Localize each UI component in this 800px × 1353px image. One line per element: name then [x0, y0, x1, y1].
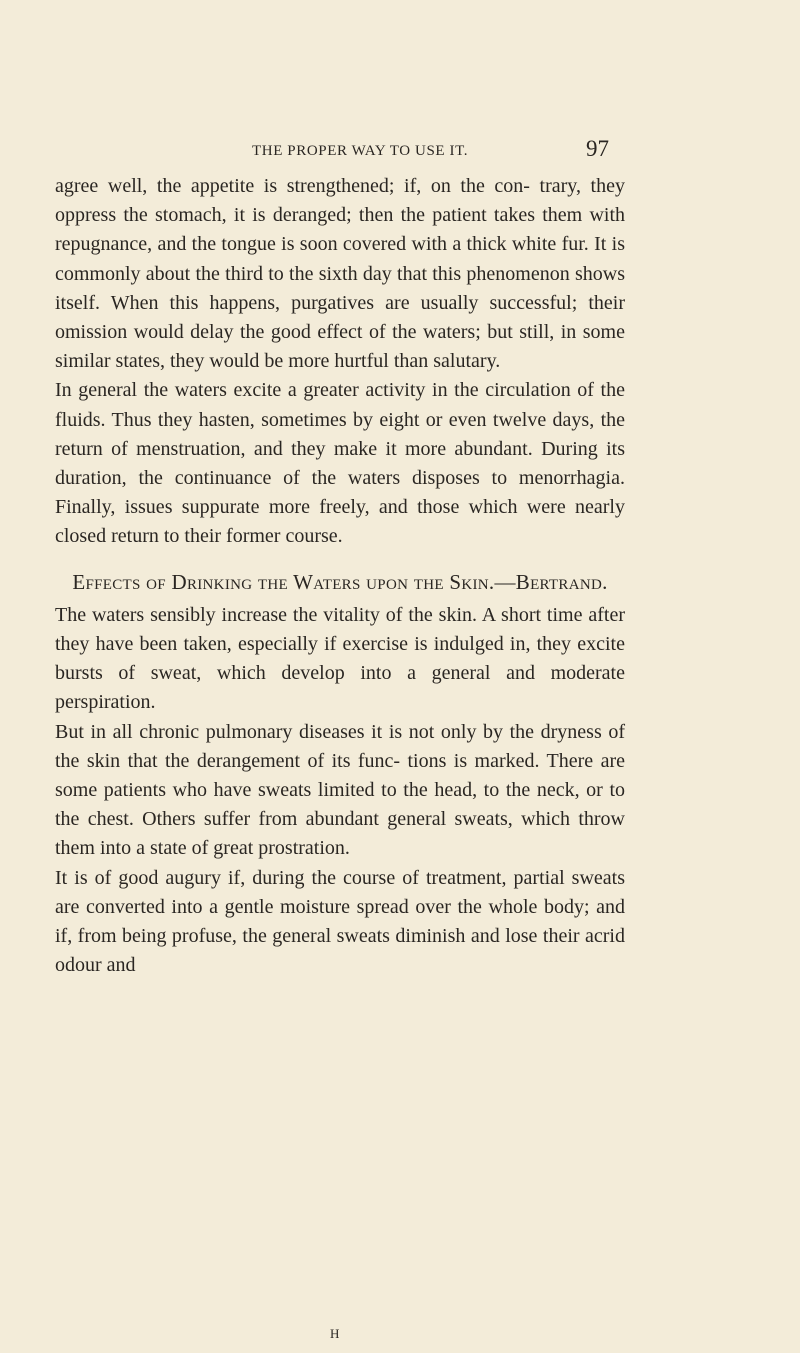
body-text [55, 172, 625, 980]
paragraph-continued: agree well, the appetite is strengthened; if, on the con- trary, they oppress the stomach, it is deranged; then the patient takes them with repugnance, and the tongue is soon covered with a thick white fur. It is commonly about the third to the sixth day that this phenomenon shows itself. When this happens, purgatives are usually successful; their omission would delay the good effect of the waters; but still, in some similar states, they would be more hurtful than salutary. [55, 175, 625, 373]
section-heading: Effects of Drinking the Waters upon the Skin.—Bertrand. [72, 569, 608, 594]
paragraph-pulmonary: But in all chronic pulmonary diseases it is not only by the dryness of the skin that the derangement of its func- tions is marked. There are some patients who have sweats limited to the head, to the neck, or to the chest. Others suffer from abundant general sweats, which throw them into a state of great prostration. [55, 720, 625, 860]
paragraph-augury: It is of good augury if, during the course of treatment, partial sweats are converted into a gentle moisture spread over the whole body; and if, from being profuse, the general sweats diminish and lose their acrid odour and [55, 866, 625, 977]
page-number: 97 [586, 136, 609, 161]
paragraph-skin-vitality: The waters sensibly increase the vitality of the skin. A short time after they have been taken, especially if exercise is indulged in, they excite bursts of sweat, which develop into a general and moderate perspiration. [55, 603, 625, 714]
paragraph-circulation: In general the waters excite a greater activity in the circulation of the fluids. Thus they hasten, sometimes by eight or even twelve days, the return of menstruation, and they make it more abundant. During its duration, the continuance of the waters disposes to menorrhagia. Finally, issues suppurate more freely, and those which were nearly closed return to their former course. [55, 379, 625, 548]
running-head: THE PROPER WAY TO USE IT. [252, 143, 469, 159]
signature-mark: H [330, 1326, 340, 1341]
